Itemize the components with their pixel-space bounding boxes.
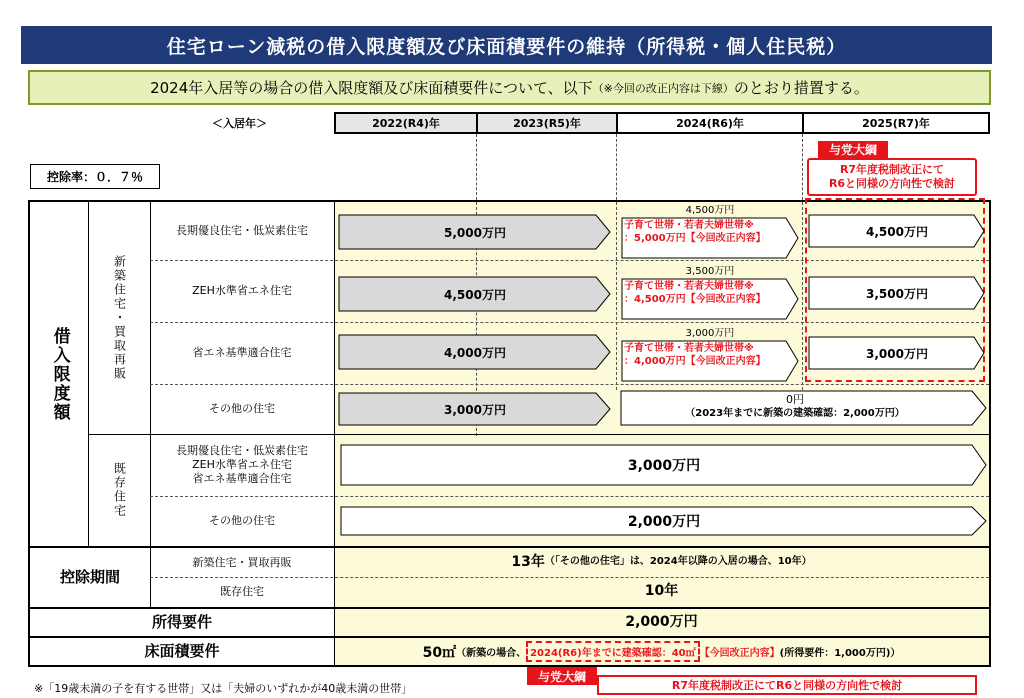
type-zeh: ZEH水準省エネ住宅: [192, 284, 292, 298]
arrow-2025-zeh: 3,500万円: [808, 276, 986, 310]
period-existing-value: 10年: [644, 583, 679, 600]
arrow-existing-certified: 3,000万円: [340, 444, 988, 486]
party-tag-top: 与党大綱: [818, 141, 888, 158]
party-note-top: R7年度税制改正にて R6と同様の方向性で検討: [807, 158, 977, 196]
borrow-label: 借入限度額: [49, 326, 70, 422]
arrow-other-new: 3,000万円: [338, 392, 612, 426]
subtitle-end: のとおり措置する。: [733, 79, 869, 97]
page-title: 住宅ローン減税の借入限度額及び床面積要件の維持（所得税・個人住民税）: [21, 26, 992, 64]
year-2022: 2022(R4)年: [334, 112, 476, 134]
cell-2024-long-term: 4,500万円 子育て世帯・若者夫婦世帯※ ：5,000万円【今回改正内容】: [620, 205, 800, 259]
year-label: ＜入居年＞: [212, 117, 267, 130]
arrow-existing-other: 2,000万円: [340, 506, 988, 536]
deduction-rate: 控除率：０．７％: [30, 164, 160, 189]
year-2024: 2024(R6)年: [616, 112, 802, 134]
year-2025: 2025(R7)年: [802, 112, 990, 134]
year-2023: 2023(R5)年: [476, 112, 616, 134]
existing-housing-label: 既存住宅: [112, 462, 127, 518]
arrow-2025-energy: 3,000万円: [808, 336, 986, 370]
subtitle-main: 2024年入居等の場合の借入限度額及び床面積要件について、以下: [150, 79, 593, 97]
subtitle-note: （※今回の改正内容は下線）: [592, 81, 734, 95]
arrow-zeh: 4,500万円: [338, 276, 612, 312]
period-label: 控除期間: [59, 568, 120, 587]
period-new-label: 新築住宅・買取再販: [192, 555, 292, 569]
type-long-term: 長期優良住宅・低炭素住宅: [176, 224, 308, 238]
cell-2024-energy: 3,000万円 子育て世帯・若者夫婦世帯※ ：4,000万円【今回改正内容】: [620, 328, 800, 382]
period-existing-label: 既存住宅: [220, 585, 264, 599]
income-label: 所得要件: [151, 613, 212, 632]
period-new-value: 13年 （「その他の住宅」は、2024年以降の入居の場合、10年）: [511, 553, 812, 570]
type-other-new: その他の住宅: [209, 402, 275, 416]
new-housing-label: 新築住宅・買取再販: [112, 255, 127, 381]
arrow-2025-long-term: 4,500万円: [808, 214, 986, 248]
type-energy: 省エネ基準適合住宅: [192, 346, 292, 360]
party-tag-bottom: 与党大綱: [527, 667, 597, 685]
arrow-other-later: 0円 （2023年までに新築の建築確認：2,000万円）: [620, 390, 988, 426]
type-existing-certified: 長期優良住宅・低炭素住宅 ZEH水準省エネ住宅 省エネ基準適合住宅: [176, 444, 308, 485]
floor-value: 50㎡ （新築の場合、 2024(R6)年までに建築確認：40㎡ 【今回改正内容】 (所得要件：1,000万円)）: [334, 638, 989, 665]
arrow-energy: 4,000万円: [338, 334, 612, 370]
party-note-bottom: R7年度税制改正にて R6と同様の方向性で検討: [597, 675, 977, 695]
floor-label: 床面積要件: [144, 642, 220, 661]
cell-2024-zeh: 3,500万円 子育て世帯・若者夫婦世帯※ ：4,500万円【今回改正内容】: [620, 266, 800, 320]
footnote: ※「19歳未満の子を有する世帯」又は「夫婦のいずれかが40歳未満の世帯」: [34, 682, 413, 695]
arrow-long-term: 5,000万円: [338, 214, 612, 250]
type-existing-other: その他の住宅: [209, 514, 275, 528]
income-value: 2,000万円: [625, 613, 698, 630]
subtitle-box: [28, 70, 991, 105]
